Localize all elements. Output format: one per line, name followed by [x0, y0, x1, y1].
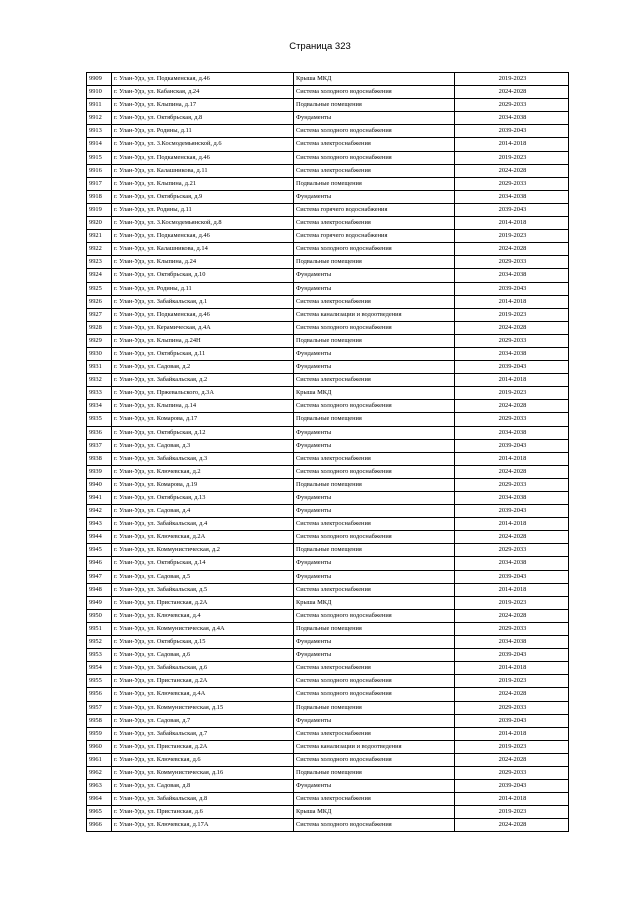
- building-system-cell: Крыша МКД: [294, 806, 455, 819]
- address-cell: г. Улан-Удэ, ул. Подкаменская, д.46: [112, 73, 294, 86]
- repair-period-cell: 2029-2033: [455, 334, 569, 347]
- row-number-cell: 9931: [87, 361, 112, 374]
- building-system-cell: Система холодного водоснабжения: [294, 675, 455, 688]
- building-system-cell: Подвальные помещения: [294, 99, 455, 112]
- table-row: [87, 505, 569, 518]
- address-cell: г. Улан-Удэ, ул. Забайкальская, д.4: [112, 518, 294, 531]
- table-row: [87, 819, 569, 832]
- row-number-cell: 9954: [87, 662, 112, 675]
- building-system-cell: Система холодного водоснабжения: [294, 125, 455, 138]
- building-system-cell: Крыша МКД: [294, 73, 455, 86]
- table-row: [87, 256, 569, 269]
- table-row: [87, 308, 569, 321]
- building-system-cell: Фундаменты: [294, 505, 455, 518]
- building-system-cell: Система электроснабжения: [294, 295, 455, 308]
- building-system-cell: Система холодного водоснабжения: [294, 753, 455, 766]
- row-number-cell: 9946: [87, 557, 112, 570]
- repair-period-cell: 2019-2023: [455, 387, 569, 400]
- row-number-cell: 9916: [87, 164, 112, 177]
- table-row: [87, 570, 569, 583]
- building-system-cell: Система электроснабжения: [294, 727, 455, 740]
- repair-period-cell: 2029-2033: [455, 766, 569, 779]
- repair-period-cell: 2024-2028: [455, 465, 569, 478]
- row-number-cell: 9951: [87, 622, 112, 635]
- repair-period-cell: 2014-2018: [455, 452, 569, 465]
- table-row: [87, 793, 569, 806]
- address-cell: г. Улан-Удэ, ул. Коммунистическая, д.16: [112, 766, 294, 779]
- row-number-cell: 9947: [87, 570, 112, 583]
- row-number-cell: 9930: [87, 347, 112, 360]
- table-row: [87, 86, 569, 99]
- table-row: [87, 164, 569, 177]
- row-number-cell: 9937: [87, 439, 112, 452]
- building-system-cell: Подвальные помещения: [294, 544, 455, 557]
- repair-period-cell: 2014-2018: [455, 662, 569, 675]
- table-row: [87, 217, 569, 230]
- table-row: [87, 269, 569, 282]
- address-cell: г. Улан-Удэ, ул. Октябрьская, д.9: [112, 190, 294, 203]
- row-number-cell: 9935: [87, 413, 112, 426]
- address-cell: г. Улан-Удэ, ул. Октябрьская, д.10: [112, 269, 294, 282]
- row-number-cell: 9913: [87, 125, 112, 138]
- building-system-cell: Система холодного водоснабжения: [294, 531, 455, 544]
- repair-period-cell: 2039-2043: [455, 361, 569, 374]
- address-cell: г. Улан-Удэ, ул. Садовая, д.3: [112, 439, 294, 452]
- repair-period-cell: 2034-2038: [455, 269, 569, 282]
- row-number-cell: 9940: [87, 478, 112, 491]
- repair-period-cell: 2019-2023: [455, 740, 569, 753]
- row-number-cell: 9942: [87, 505, 112, 518]
- address-cell: г. Улан-Удэ, ул. Пристанская, д.2А: [112, 675, 294, 688]
- building-system-cell: Система канализации и водоотведения: [294, 308, 455, 321]
- row-number-cell: 9934: [87, 400, 112, 413]
- repair-period-cell: 2034-2038: [455, 112, 569, 125]
- address-cell: г. Улан-Удэ, ул. Октябрьская, д.15: [112, 636, 294, 649]
- row-number-cell: 9917: [87, 177, 112, 190]
- repair-period-cell: 2034-2038: [455, 636, 569, 649]
- row-number-cell: 9955: [87, 675, 112, 688]
- address-cell: г. Улан-Удэ, ул. Клыпина, д.17: [112, 99, 294, 112]
- table-row: [87, 636, 569, 649]
- address-cell: г. Улан-Удэ, ул. Коммунистическая, д.2: [112, 544, 294, 557]
- building-system-cell: Подвальные помещения: [294, 766, 455, 779]
- building-system-cell: Система электроснабжения: [294, 452, 455, 465]
- table-row: [87, 675, 569, 688]
- address-cell: г. Улан-Удэ, ул. Забайкальская, д.5: [112, 583, 294, 596]
- row-number-cell: 9958: [87, 714, 112, 727]
- table-row: [87, 478, 569, 491]
- address-cell: г. Улан-Удэ, ул. Родины, д.11: [112, 125, 294, 138]
- row-number-cell: 9932: [87, 374, 112, 387]
- address-cell: г. Улан-Удэ, ул. Ключевская, д.4: [112, 609, 294, 622]
- repair-period-cell: 2024-2028: [455, 819, 569, 832]
- repair-period-cell: 2019-2023: [455, 308, 569, 321]
- address-cell: г. Улан-Удэ, ул. Садовая, д.2: [112, 361, 294, 374]
- address-cell: г. Улан-Удэ, ул. Забайкальская, д.7: [112, 727, 294, 740]
- table-row: [87, 662, 569, 675]
- address-cell: г. Улан-Удэ, ул. Калашникова, д.14: [112, 243, 294, 256]
- address-cell: г. Улан-Удэ, ул. Ключевская, д.17А: [112, 819, 294, 832]
- address-cell: г. Улан-Удэ, ул. Октябрьская, д.12: [112, 426, 294, 439]
- repair-period-cell: 2019-2023: [455, 230, 569, 243]
- building-system-cell: Фундаменты: [294, 714, 455, 727]
- building-system-cell: Система холодного водоснабжения: [294, 688, 455, 701]
- table-body: [87, 73, 569, 832]
- repair-schedule-table: [86, 72, 569, 832]
- address-cell: г. Улан-Удэ, ул. Октябрьская, д.11: [112, 347, 294, 360]
- building-system-cell: Подвальные помещения: [294, 622, 455, 635]
- row-number-cell: 9948: [87, 583, 112, 596]
- table-row: [87, 138, 569, 151]
- row-number-cell: 9949: [87, 596, 112, 609]
- table-row: [87, 190, 569, 203]
- building-system-cell: Фундаменты: [294, 636, 455, 649]
- building-system-cell: Система холодного водоснабжения: [294, 243, 455, 256]
- table-row: [87, 753, 569, 766]
- building-system-cell: Система холодного водоснабжения: [294, 151, 455, 164]
- table-row: [87, 701, 569, 714]
- building-system-cell: Система электроснабжения: [294, 793, 455, 806]
- repair-period-cell: 2014-2018: [455, 295, 569, 308]
- table-row: [87, 727, 569, 740]
- address-cell: г. Улан-Удэ, ул. Коммунистическая, д.4А: [112, 622, 294, 635]
- table-row: [87, 243, 569, 256]
- address-cell: г. Улан-Удэ, ул. Октябрьская, д.14: [112, 557, 294, 570]
- repair-period-cell: 2019-2023: [455, 73, 569, 86]
- building-system-cell: Фундаменты: [294, 492, 455, 505]
- table-row: [87, 125, 569, 138]
- address-cell: г. Улан-Удэ, ул. Ключевская, д.2А: [112, 531, 294, 544]
- address-cell: г. Улан-Удэ, ул. Забайкальская, д.8: [112, 793, 294, 806]
- repair-period-cell: 2019-2023: [455, 806, 569, 819]
- table-row: [87, 321, 569, 334]
- table-row: [87, 649, 569, 662]
- table-row: [87, 465, 569, 478]
- table-row: [87, 374, 569, 387]
- repair-period-cell: 2024-2028: [455, 531, 569, 544]
- building-system-cell: Система электроснабжения: [294, 217, 455, 230]
- repair-period-cell: 2034-2038: [455, 426, 569, 439]
- building-system-cell: Подвальные помещения: [294, 177, 455, 190]
- building-system-cell: Фундаменты: [294, 426, 455, 439]
- row-number-cell: 9920: [87, 217, 112, 230]
- address-cell: г. Улан-Удэ, ул. Ключевская, д.4А: [112, 688, 294, 701]
- building-system-cell: Фундаменты: [294, 570, 455, 583]
- row-number-cell: 9936: [87, 426, 112, 439]
- table-row: [87, 413, 569, 426]
- building-system-cell: Система холодного водоснабжения: [294, 819, 455, 832]
- address-cell: г. Улан-Удэ, ул. Родины, д.11: [112, 203, 294, 216]
- building-system-cell: Подвальные помещения: [294, 413, 455, 426]
- repair-period-cell: 2039-2043: [455, 203, 569, 216]
- address-cell: г. Улан-Удэ, ул. Октябрьская, д.8: [112, 112, 294, 125]
- repair-period-cell: 2029-2033: [455, 701, 569, 714]
- row-number-cell: 9959: [87, 727, 112, 740]
- row-number-cell: 9962: [87, 766, 112, 779]
- row-number-cell: 9941: [87, 492, 112, 505]
- building-system-cell: Система электроснабжения: [294, 662, 455, 675]
- row-number-cell: 9938: [87, 452, 112, 465]
- page-number-header: Страница 323: [289, 41, 351, 52]
- address-cell: г. Улан-Удэ, ул. Забайкальская, д.6: [112, 662, 294, 675]
- row-number-cell: 9929: [87, 334, 112, 347]
- table-row: [87, 806, 569, 819]
- row-number-cell: 9924: [87, 269, 112, 282]
- address-cell: г. Улан-Удэ, ул. Кабанская, д.24: [112, 86, 294, 99]
- building-system-cell: Фундаменты: [294, 361, 455, 374]
- table-row: [87, 347, 569, 360]
- address-cell: г. Улан-Удэ, ул. Комарова, д.19: [112, 478, 294, 491]
- building-system-cell: Система электроснабжения: [294, 583, 455, 596]
- table-row: [87, 740, 569, 753]
- address-cell: г. Улан-Удэ, ул. Забайкальская, д.3: [112, 452, 294, 465]
- building-system-cell: Подвальные помещения: [294, 478, 455, 491]
- repair-period-cell: 2024-2028: [455, 164, 569, 177]
- row-number-cell: 9921: [87, 230, 112, 243]
- building-system-cell: Система электроснабжения: [294, 138, 455, 151]
- address-cell: г. Улан-Удэ, ул. Садовая, д.5: [112, 570, 294, 583]
- table-row: [87, 518, 569, 531]
- table-row: [87, 544, 569, 557]
- address-cell: г. Улан-Удэ, ул. 3.Космодемьянской, д.6: [112, 138, 294, 151]
- address-cell: г. Улан-Удэ, ул. Калашникова, д.11: [112, 164, 294, 177]
- repair-period-cell: 2024-2028: [455, 243, 569, 256]
- table-row: [87, 714, 569, 727]
- row-number-cell: 9911: [87, 99, 112, 112]
- repair-period-cell: 2014-2018: [455, 793, 569, 806]
- table-row: [87, 596, 569, 609]
- row-number-cell: 9966: [87, 819, 112, 832]
- row-number-cell: 9950: [87, 609, 112, 622]
- table-row: [87, 557, 569, 570]
- address-cell: г. Улан-Удэ, ул. Подкаменская, д.46: [112, 151, 294, 164]
- building-system-cell: Система горячего водоснабжения: [294, 203, 455, 216]
- address-cell: г. Улан-Удэ, ул. Пржевальского, д.3А: [112, 387, 294, 400]
- address-cell: г. Улан-Удэ, ул. Садовая, д.7: [112, 714, 294, 727]
- row-number-cell: 9944: [87, 531, 112, 544]
- row-number-cell: 9957: [87, 701, 112, 714]
- table-row: [87, 112, 569, 125]
- building-system-cell: Система холодного водоснабжения: [294, 609, 455, 622]
- building-system-cell: Фундаменты: [294, 112, 455, 125]
- building-system-cell: Подвальные помещения: [294, 256, 455, 269]
- repair-period-cell: 2034-2038: [455, 492, 569, 505]
- table-row: [87, 492, 569, 505]
- row-number-cell: 9960: [87, 740, 112, 753]
- address-cell: г. Улан-Удэ, ул. Ключевская, д.6: [112, 753, 294, 766]
- table-row: [87, 400, 569, 413]
- row-number-cell: 9912: [87, 112, 112, 125]
- address-cell: г. Улан-Удэ, ул. Клыпина, д.14: [112, 400, 294, 413]
- row-number-cell: 9952: [87, 636, 112, 649]
- building-system-cell: Фундаменты: [294, 557, 455, 570]
- row-number-cell: 9939: [87, 465, 112, 478]
- building-system-cell: Система электроснабжения: [294, 374, 455, 387]
- repair-period-cell: 2024-2028: [455, 609, 569, 622]
- row-number-cell: 9922: [87, 243, 112, 256]
- row-number-cell: 9965: [87, 806, 112, 819]
- repair-period-cell: 2024-2028: [455, 753, 569, 766]
- repair-period-cell: 2039-2043: [455, 439, 569, 452]
- table-row: [87, 230, 569, 243]
- row-number-cell: 9964: [87, 793, 112, 806]
- row-number-cell: 9914: [87, 138, 112, 151]
- table-row: [87, 177, 569, 190]
- building-system-cell: Система холодного водоснабжения: [294, 400, 455, 413]
- table-row: [87, 295, 569, 308]
- row-number-cell: 9923: [87, 256, 112, 269]
- table-row: [87, 361, 569, 374]
- repair-period-cell: 2024-2028: [455, 86, 569, 99]
- building-system-cell: Фундаменты: [294, 190, 455, 203]
- building-system-cell: Фундаменты: [294, 269, 455, 282]
- repair-period-cell: 2039-2043: [455, 505, 569, 518]
- repair-period-cell: 2024-2028: [455, 688, 569, 701]
- building-system-cell: Фундаменты: [294, 282, 455, 295]
- repair-period-cell: 2034-2038: [455, 347, 569, 360]
- address-cell: г. Улан-Удэ, ул. Пристанская, д.6: [112, 806, 294, 819]
- building-system-cell: Система холодного водоснабжения: [294, 321, 455, 334]
- address-cell: г. Улан-Удэ, ул. Забайкальская, д.1: [112, 295, 294, 308]
- repair-period-cell: 2039-2043: [455, 780, 569, 793]
- table-row: [87, 73, 569, 86]
- table-row: [87, 334, 569, 347]
- table-row: [87, 766, 569, 779]
- table-row: [87, 282, 569, 295]
- repair-period-cell: 2029-2033: [455, 622, 569, 635]
- address-cell: г. Улан-Удэ, ул. Октябрьская, д.13: [112, 492, 294, 505]
- table-row: [87, 609, 569, 622]
- building-system-cell: Система холодного водоснабжения: [294, 465, 455, 478]
- building-system-cell: Подвальные помещения: [294, 334, 455, 347]
- address-cell: г. Улан-Удэ, ул. Клыпина, д.21: [112, 177, 294, 190]
- row-number-cell: 9925: [87, 282, 112, 295]
- repair-period-cell: 2019-2023: [455, 151, 569, 164]
- address-cell: г. Улан-Удэ, ул. Пристанская, д.2А: [112, 596, 294, 609]
- repair-period-cell: 2014-2018: [455, 217, 569, 230]
- address-cell: г. Улан-Удэ, ул. Керамическая, д.4А: [112, 321, 294, 334]
- building-system-cell: Фундаменты: [294, 649, 455, 662]
- repair-period-cell: 2039-2043: [455, 714, 569, 727]
- row-number-cell: 9956: [87, 688, 112, 701]
- building-system-cell: Фундаменты: [294, 439, 455, 452]
- address-cell: г. Улан-Удэ, ул. Комарова, д.17: [112, 413, 294, 426]
- repair-period-cell: 2019-2023: [455, 596, 569, 609]
- repair-period-cell: 2039-2043: [455, 570, 569, 583]
- building-system-cell: Крыша МКД: [294, 596, 455, 609]
- address-cell: г. Улан-Удэ, ул. Садовая, д.4: [112, 505, 294, 518]
- table-row: [87, 780, 569, 793]
- row-number-cell: 9963: [87, 780, 112, 793]
- address-cell: г. Улан-Удэ, ул. Клыпина, д.24: [112, 256, 294, 269]
- repair-period-cell: 2029-2033: [455, 413, 569, 426]
- table-row: [87, 99, 569, 112]
- row-number-cell: 9909: [87, 73, 112, 86]
- table-row: [87, 203, 569, 216]
- table-row: [87, 531, 569, 544]
- repair-period-cell: 2014-2018: [455, 518, 569, 531]
- row-number-cell: 9926: [87, 295, 112, 308]
- row-number-cell: 9933: [87, 387, 112, 400]
- building-system-cell: Фундаменты: [294, 780, 455, 793]
- repair-period-cell: 2029-2033: [455, 177, 569, 190]
- repair-period-cell: 2014-2018: [455, 138, 569, 151]
- repair-period-cell: 2019-2023: [455, 675, 569, 688]
- row-number-cell: 9953: [87, 649, 112, 662]
- table-row: [87, 452, 569, 465]
- building-system-cell: Крыша МКД: [294, 387, 455, 400]
- repair-period-cell: 2014-2018: [455, 374, 569, 387]
- repair-period-cell: 2014-2018: [455, 727, 569, 740]
- building-system-cell: Система канализации и водоотведения: [294, 740, 455, 753]
- table-row: [87, 622, 569, 635]
- building-system-cell: Система холодного водоснабжения: [294, 86, 455, 99]
- row-number-cell: 9945: [87, 544, 112, 557]
- repair-period-cell: 2039-2043: [455, 125, 569, 138]
- address-cell: г. Улан-Удэ, ул. Клыпина, д.24Н: [112, 334, 294, 347]
- address-cell: г. Улан-Удэ, ул. Подкаменская, д.46: [112, 308, 294, 321]
- row-number-cell: 9915: [87, 151, 112, 164]
- address-cell: г. Улан-Удэ, ул. Пристанская, д.2А: [112, 740, 294, 753]
- repair-period-cell: 2024-2028: [455, 400, 569, 413]
- row-number-cell: 9918: [87, 190, 112, 203]
- table-row: [87, 583, 569, 596]
- row-number-cell: 9943: [87, 518, 112, 531]
- repair-period-cell: 2039-2043: [455, 649, 569, 662]
- repair-period-cell: 2039-2043: [455, 282, 569, 295]
- address-cell: г. Улан-Удэ, ул. Садовая, д.8: [112, 780, 294, 793]
- table-row: [87, 387, 569, 400]
- building-system-cell: Система электроснабжения: [294, 164, 455, 177]
- repair-period-cell: 2029-2033: [455, 256, 569, 269]
- row-number-cell: 9919: [87, 203, 112, 216]
- building-system-cell: Фундаменты: [294, 347, 455, 360]
- repair-period-cell: 2034-2038: [455, 190, 569, 203]
- row-number-cell: 9927: [87, 308, 112, 321]
- address-cell: г. Улан-Удэ, ул. 3.Космодемьянской, д.8: [112, 217, 294, 230]
- repair-period-cell: 2029-2033: [455, 478, 569, 491]
- address-cell: г. Улан-Удэ, ул. Родины, д.11: [112, 282, 294, 295]
- repair-period-cell: 2014-2018: [455, 583, 569, 596]
- building-system-cell: Подвальные помещения: [294, 701, 455, 714]
- row-number-cell: 9961: [87, 753, 112, 766]
- row-number-cell: 9928: [87, 321, 112, 334]
- table-row: [87, 151, 569, 164]
- repair-period-cell: 2029-2033: [455, 544, 569, 557]
- address-cell: г. Улан-Удэ, ул. Подкаменская, д.46: [112, 230, 294, 243]
- building-system-cell: Система электроснабжения: [294, 518, 455, 531]
- building-system-cell: Система горячего водоснабжения: [294, 230, 455, 243]
- address-cell: г. Улан-Удэ, ул. Садовая, д.6: [112, 649, 294, 662]
- table-row: [87, 426, 569, 439]
- repair-period-cell: 2034-2038: [455, 557, 569, 570]
- address-cell: г. Улан-Удэ, ул. Забайкальская, д.2: [112, 374, 294, 387]
- address-cell: г. Улан-Удэ, ул. Ключевская, д.2: [112, 465, 294, 478]
- row-number-cell: 9910: [87, 86, 112, 99]
- table-row: [87, 688, 569, 701]
- table-row: [87, 439, 569, 452]
- repair-period-cell: 2029-2033: [455, 99, 569, 112]
- address-cell: г. Улан-Удэ, ул. Коммунистическая, д.15: [112, 701, 294, 714]
- repair-period-cell: 2024-2028: [455, 321, 569, 334]
